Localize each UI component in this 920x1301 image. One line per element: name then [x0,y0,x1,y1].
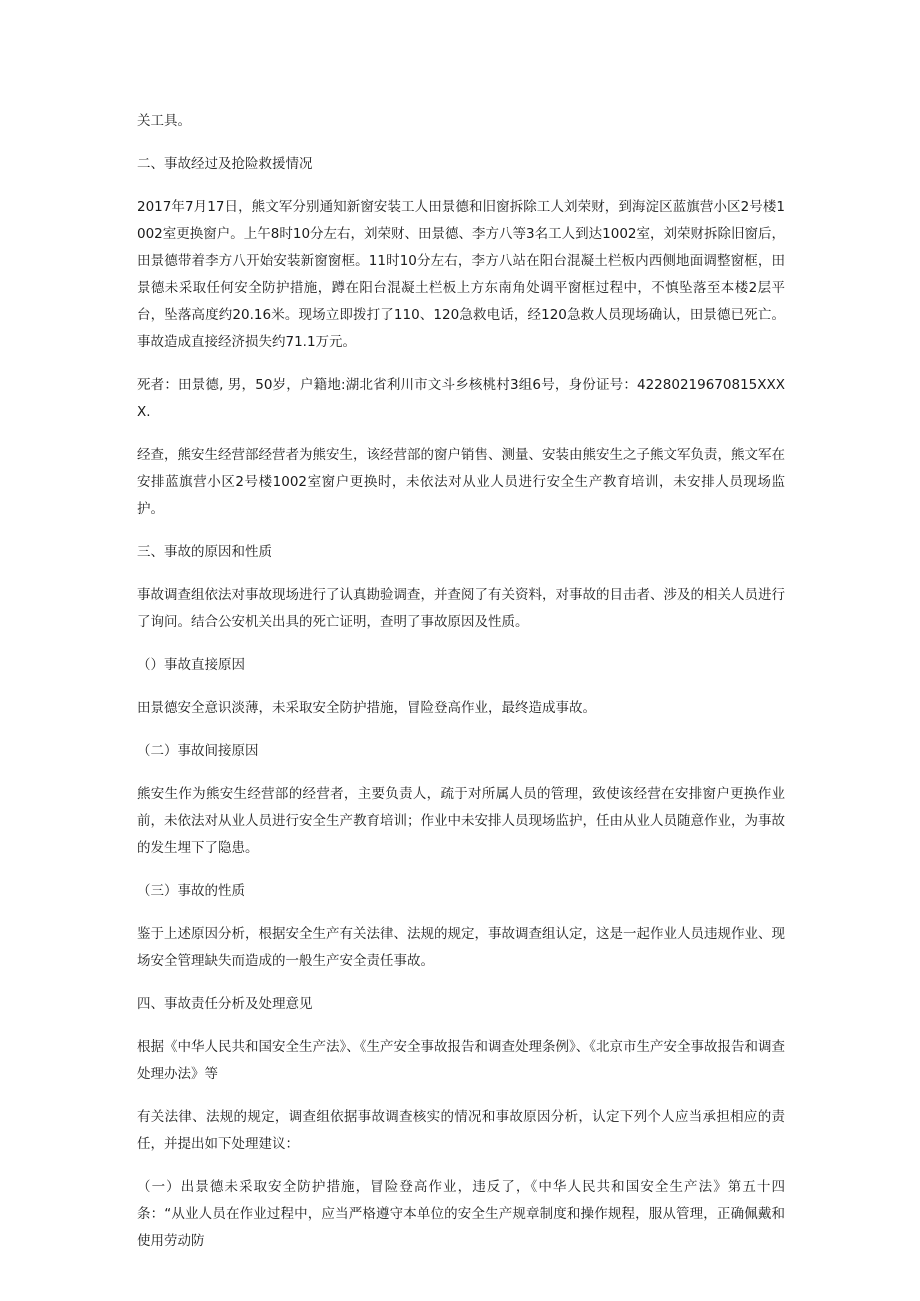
section-heading-responsibility: 四、事故责任分析及处理意见 [137,996,313,1012]
paragraph-deceased-info: 死者：田景德, 男，50岁，户籍地:湖北省利川市文斗乡核桃村3组6号，身份证号：42280219670815XXXX. [137,377,785,420]
paragraph-direct-cause: 田景德安全意识淡薄，未采取安全防护措施，冒险登高作业，最终造成事故。 [137,700,596,716]
section-heading-accident-process: 二、事故经过及抢险救援情况 [137,156,313,172]
paragraph-investigation-findings: 经查，熊安生经营部经营者为熊安生，该经营部的窗户销售、测量、安装由熊安生之子熊文军负责，熊文军在安排蓝旗营小区2号楼1002室窗户更换时，未依法对从业人员进行安全生产教育培训，未安排人员现场监护。 [137,447,785,517]
section-heading-cause-nature: 三、事故的原因和性质 [137,544,272,560]
paragraph-accident-process: 2017年7月17日，熊文军分别通知新窗安装工人田景德和旧窗拆除工人刘荣财，到海淀区蓝旗营小区2号楼1002室更换窗户。上午8时10分左右，刘荣财、田景德、李方八等3名工人到达1002室，刘荣财拆除旧窗后，田景德带着李方八开始安装新窗窗框。11时10分左右，李方八站在阳台混凝土栏板内西侧地面调整窗框，田景德未采取任何安全防护措施，蹲在阳台混凝土栏板上方东南角处调平窗框过程中，不慎坠落至本楼2层平台，坠落高度约20.16米。现场立即拨打了110、120急救电话，经120急救人员现场确认，田景德已死亡。事故造成直接经济损失约71.1万元。 [137,199,785,350]
paragraph-investigation-method: 事故调查组依法对事故现场进行了认真勘验调查，并查阅了有关资料，对事故的目击者、涉及的相关人员进行了询问。结合公安机关出具的死亡证明，查明了事故原因及性质。 [137,587,785,630]
subheading-direct-cause: （）事故直接原因 [137,657,245,673]
paragraph-accident-nature: 鉴于上述原因分析，根据安全生产有关法律、法规的规定，事故调查组认定，这是一起作业人员违规作业、现场安全管理缺失而造成的一般生产安全责任事故。 [137,926,785,969]
subheading-indirect-cause: （二）事故间接原因 [137,743,259,759]
paragraph-responsibility-intro: 有关法律、法规的规定，调查组依据事故调查核实的情况和事故原因分析，认定下列个人应当承担相应的责任，并提出如下处理建议： [137,1109,785,1152]
paragraph-indirect-cause: 熊安生作为熊安生经营部的经营者，主要负责人，疏于对所属人员的管理，致使该经营在安排窗户更换作业前，未依法对从业人员进行安全生产教育培训；作业中未安排人员现场监护，任由从业人员随意作业，为事故的发生埋下了隐患。 [137,786,785,856]
paragraph-legal-basis: 根据《中华人民共和国安全生产法》、《生产安全事故报告和调查处理条例》、《北京市生产安全事故报告和调查处理办法》等 [137,1039,785,1082]
subheading-accident-nature: （三）事故的性质 [137,883,245,899]
document-body [137,108,785,1271]
paragraph-continuation: 关工具。 [137,113,191,129]
paragraph-responsibility-item-1: （一）出景德未采取安全防护措施，冒险登高作业，违反了，《中华人民共和国安全生产法》第五十四条：“从业人员在作业过程中，应当严格遵守本单位的安全生产规章制度和操作规程，服从管理，正确佩戴和使用劳动防 [137,1179,785,1249]
